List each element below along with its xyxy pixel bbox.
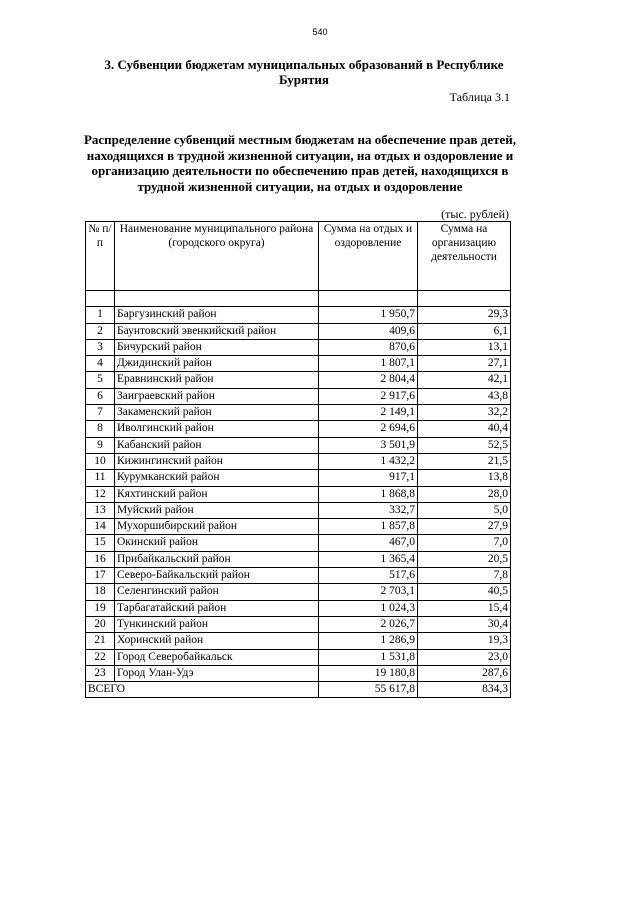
units-label: (тыс. рублей) (441, 207, 509, 221)
row-sum-org: 27,9 (418, 519, 511, 535)
row-sum-org: 23,0 (418, 649, 511, 665)
table-row (86, 633, 511, 649)
section-title: 3. Субвенции бюджетам муниципальных образований в Республике Бурятия (104, 57, 504, 87)
table-row (86, 405, 511, 421)
table-row (86, 356, 511, 372)
row-num: 19 (86, 600, 115, 616)
row-num: 15 (86, 535, 115, 551)
row-name: Кабанский район (115, 437, 319, 453)
row-sum-rest: 870,6 (319, 339, 418, 355)
table-header-row (86, 222, 511, 291)
row-num: 3 (86, 339, 115, 355)
table-row (86, 470, 511, 486)
row-num: 4 (86, 356, 115, 372)
row-sum-org: 28,0 (418, 486, 511, 502)
table-row (86, 421, 511, 437)
row-sum-org: 287,6 (418, 665, 511, 681)
row-sum-rest: 2 694,6 (319, 421, 418, 437)
row-sum-org: 7,0 (418, 535, 511, 551)
row-sum-org: 5,0 (418, 502, 511, 518)
row-name: Бичурский район (115, 339, 319, 355)
row-name: Город Улан-Удэ (115, 665, 319, 681)
row-num: 12 (86, 486, 115, 502)
table-row (86, 535, 511, 551)
table-row (86, 649, 511, 665)
row-name: Иволгинский район (115, 421, 319, 437)
table-row (86, 584, 511, 600)
row-num: 18 (86, 584, 115, 600)
row-sum-org: 29,3 (418, 307, 511, 323)
row-name: Муйский район (115, 502, 319, 518)
row-name: Северо-Байкальский район (115, 568, 319, 584)
row-num: 5 (86, 372, 115, 388)
row-name: Город Северобайкальск (115, 649, 319, 665)
row-num: 16 (86, 551, 115, 567)
row-sum-rest: 2 149,1 (319, 405, 418, 421)
row-name: Хоринский район (115, 633, 319, 649)
row-sum-rest: 517,6 (319, 568, 418, 584)
row-sum-org: 42,1 (418, 372, 511, 388)
row-sum-rest: 1 286,9 (319, 633, 418, 649)
row-name: Баунтовский эвенкийский район (115, 323, 319, 339)
row-sum-rest: 917,1 (319, 470, 418, 486)
table-row (86, 372, 511, 388)
row-name: Закаменский район (115, 405, 319, 421)
row-name: Мухоршибирский район (115, 519, 319, 535)
row-num: 2 (86, 323, 115, 339)
table-caption: Таблица 3.1 (449, 90, 510, 104)
row-sum-rest: 1 531,8 (319, 649, 418, 665)
header-num: № п/п (86, 222, 115, 291)
spacer-row (86, 291, 511, 307)
table-row (86, 339, 511, 355)
row-num: 1 (86, 307, 115, 323)
row-sum-org: 43,8 (418, 388, 511, 404)
row-sum-org: 40,5 (418, 584, 511, 600)
table-heading: Распределение субвенций местным бюджетам на обеспечение прав детей, находящихся в трудной жизненной ситуации, на отдых и оздоровление и организацию деятельности по обеспечению прав детей, находящихся в трудной жизненной ситуации, на отдых и оздоровление (83, 132, 517, 194)
row-name: Заиграевский район (115, 388, 319, 404)
table-row (86, 665, 511, 681)
row-sum-rest: 2 703,1 (319, 584, 418, 600)
row-sum-rest: 1 868,8 (319, 486, 418, 502)
row-num: 22 (86, 649, 115, 665)
total-sum-org: 834,3 (418, 682, 511, 698)
table-row (86, 616, 511, 632)
row-name: Тункинский район (115, 616, 319, 632)
row-num: 6 (86, 388, 115, 404)
row-sum-rest: 1 857,8 (319, 519, 418, 535)
row-sum-rest: 3 501,9 (319, 437, 418, 453)
row-num: 13 (86, 502, 115, 518)
header-name: Наименование муниципального района (городского округа) (115, 222, 319, 291)
table-row (86, 307, 511, 323)
row-name: Кяхтинский район (115, 486, 319, 502)
table-row (86, 437, 511, 453)
row-name: Джидинский район (115, 356, 319, 372)
row-num: 9 (86, 437, 115, 453)
row-sum-org: 13,1 (418, 339, 511, 355)
table-row (86, 568, 511, 584)
row-name: Еравнинский район (115, 372, 319, 388)
row-num: 7 (86, 405, 115, 421)
row-sum-org: 15,4 (418, 600, 511, 616)
subventions-table (85, 221, 511, 698)
row-num: 17 (86, 568, 115, 584)
row-sum-rest: 2 804,4 (319, 372, 418, 388)
row-sum-org: 7,8 (418, 568, 511, 584)
row-num: 14 (86, 519, 115, 535)
row-sum-org: 19,3 (418, 633, 511, 649)
row-num: 10 (86, 453, 115, 469)
page-number: 540 (312, 27, 328, 37)
total-row (86, 682, 511, 698)
row-sum-org: 40,4 (418, 421, 511, 437)
row-sum-rest: 2 026,7 (319, 616, 418, 632)
row-sum-org: 30,4 (418, 616, 511, 632)
row-sum-org: 32,2 (418, 405, 511, 421)
total-label: ВСЕГО (86, 682, 319, 698)
row-num: 11 (86, 470, 115, 486)
header-sum-org: Сумма на организацию деятельности (418, 222, 511, 291)
row-num: 23 (86, 665, 115, 681)
row-sum-org: 13,8 (418, 470, 511, 486)
row-sum-rest: 19 180,8 (319, 665, 418, 681)
row-sum-org: 52,5 (418, 437, 511, 453)
table-row (86, 600, 511, 616)
row-sum-org: 6,1 (418, 323, 511, 339)
row-num: 8 (86, 421, 115, 437)
header-sum-rest: Сумма на отдых и оздоровление (319, 222, 418, 291)
row-sum-rest: 2 917,6 (319, 388, 418, 404)
row-sum-rest: 1 365,4 (319, 551, 418, 567)
row-sum-rest: 1 807,1 (319, 356, 418, 372)
row-name: Прибайкальский район (115, 551, 319, 567)
table-row (86, 486, 511, 502)
table-row (86, 502, 511, 518)
row-name: Тарбагатайский район (115, 600, 319, 616)
row-name: Кижингинский район (115, 453, 319, 469)
row-sum-org: 21,5 (418, 453, 511, 469)
table-row (86, 519, 511, 535)
table-row (86, 323, 511, 339)
row-sum-org: 20,5 (418, 551, 511, 567)
row-sum-rest: 1 024,3 (319, 600, 418, 616)
table-row (86, 453, 511, 469)
row-sum-org: 27,1 (418, 356, 511, 372)
row-name: Баргузинский район (115, 307, 319, 323)
row-sum-rest: 332,7 (319, 502, 418, 518)
row-sum-rest: 1 950,7 (319, 307, 418, 323)
row-name: Окинский район (115, 535, 319, 551)
row-num: 20 (86, 616, 115, 632)
row-name: Селенгинский район (115, 584, 319, 600)
row-num: 21 (86, 633, 115, 649)
table-body (86, 291, 511, 682)
table-row (86, 551, 511, 567)
total-sum-rest: 55 617,8 (319, 682, 418, 698)
table-row (86, 388, 511, 404)
row-sum-rest: 409,6 (319, 323, 418, 339)
row-name: Курумканский район (115, 470, 319, 486)
row-sum-rest: 1 432,2 (319, 453, 418, 469)
row-sum-rest: 467,0 (319, 535, 418, 551)
